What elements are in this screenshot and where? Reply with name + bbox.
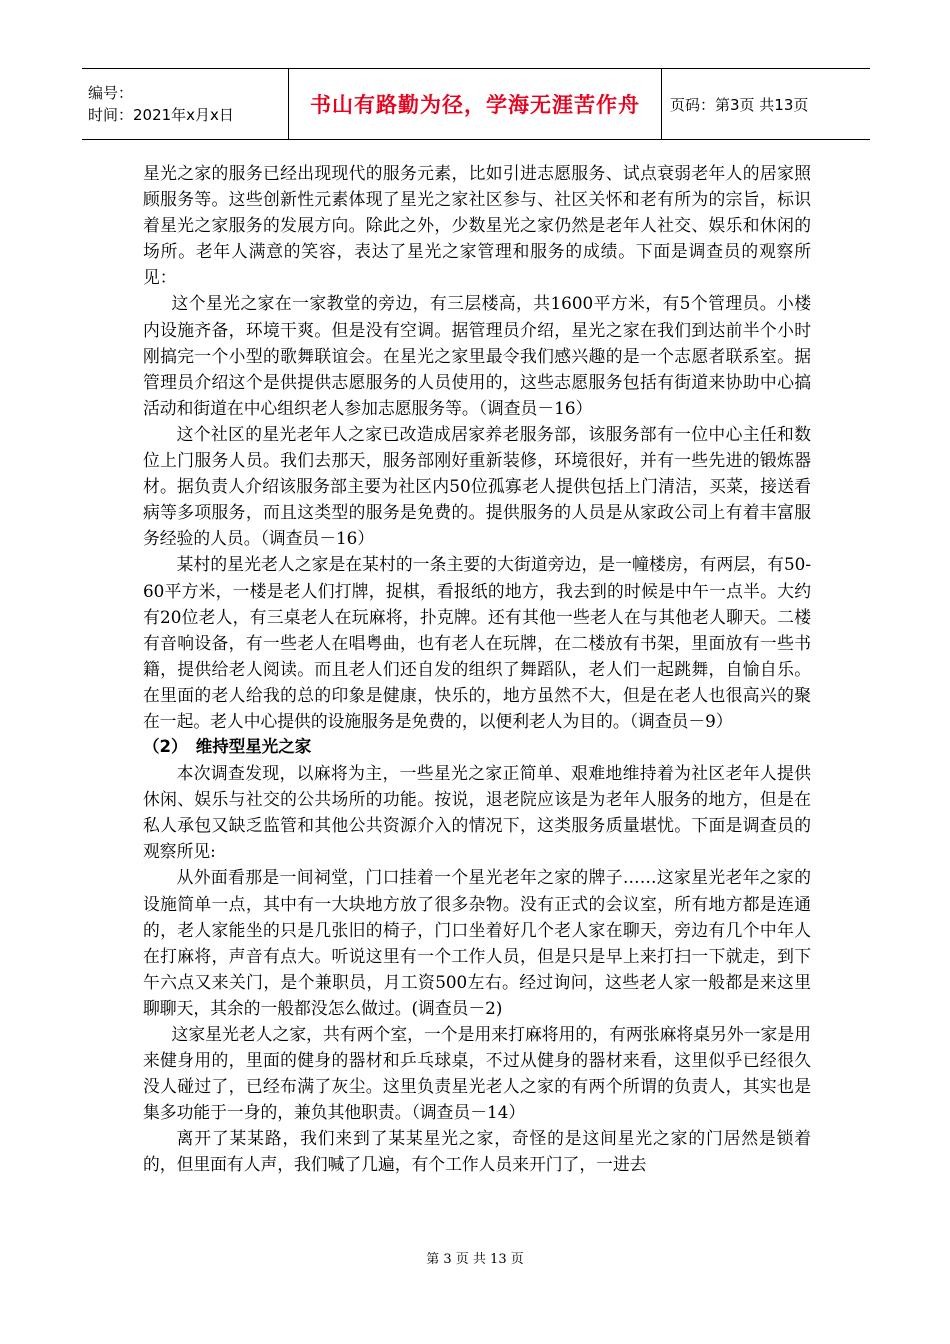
body-paragraph: 星光之家的服务已经出现现代的服务元素，比如引进志愿服务、试点衰弱老年人的居家照顾服务等。这些创新性元素体现了星光之家社区参与、社区关怀和老有所为的宗旨，标识着星光之家服务的发展方向。除此之外，少数星光之家仍然是老年人社交、娱乐和休闲的场所。老年人满意的笑容，表达了星光之家管理和服务的成绩。下面是调查员的观察所见：	[143, 163, 811, 288]
motto-text: 书山有路勤为径，学海无涯苦作舟	[310, 93, 640, 117]
page-footer: 第 3 页 共 13 页	[426, 1252, 524, 1267]
page-number-label: 页码：第3页 共13页	[670, 95, 809, 114]
document-date: 时间：2021年x月x日	[88, 106, 234, 124]
header-info	[82, 69, 288, 139]
document-number-label: 编号：	[88, 84, 134, 102]
observation-paragraph: 某村的星光老人之家是在某村的一条主要的大街道旁边，是一幢楼房，有两层，有50-60平方米，一楼是老人们打牌，捉棋，看报纸的地方，我去到的时候是中午一点半。大约有20位老人，有三桌老人在玩麻将，扑克牌。还有其他一些老人在与其他老人聊天。二楼有音响设备，有一些老人在唱粤曲，也有老人在玩牌，在二楼放有书架，里面放有一些书籍，提供给老人阅读。而且老人们还自发的组织了舞蹈队，老人们一起跳舞，自愉自乐。在里面的老人给我的总的印象是健康，快乐的，地方虽然不大，但是在老人也很高兴的聚在一起。老人中心提供的设施服务是免费的，以便利老人为目的。（调查员－9）	[143, 554, 811, 731]
section-heading: （2） 维持型星光之家	[143, 737, 312, 757]
observation-paragraph: 这个社区的星光老年人之家已改造成居家养老服务部，该服务部有一位中心主任和数位上门服务人员。我们去那天，服务部刚好重新装修，环境很好，并有一些先进的锻炼器材。据负责人介绍该服务部主要为社区内50位孤寡老人提供包括上门清洁，买菜，接送看病等多项服务，而且这类型的服务是免费的。提供服务的人员是从家政公司上有着丰富服务经验的人员。（调查员－16）	[143, 423, 811, 549]
observation-paragraph: 从外面看那是一间祠堂，门口挂着一个星光老年之家的牌子……这家星光老年之家的设施简单一点，其中有一大块地方放了很多杂物。没有正式的会议室，所有地方都是连通的，老人家能坐的只是几张旧的椅子，门口坐着好几个老人家在聊天，旁边有几个中年人在打麻将，声音有点大。听说这里有一个工作人员，但是只是早上来打扫一下就走，到下午六点又来关门，是个兼职员，月工资500左右。经过询问，这些老人家一般都是来这里聊聊天，其余的一般都没怎么做过。(调查员－2)	[143, 867, 811, 1018]
header-page-info	[662, 69, 870, 139]
header-motto	[288, 69, 662, 139]
page-header	[82, 68, 870, 140]
observation-paragraph: 这家星光老人之家，共有两个室，一个是用来打麻将用的，有两张麻将桌另外一家是用来健身用的，里面的健身的器材和乒乓球桌，不过从健身的器材来看，这里似乎已经很久没人碰过了，已经布满了灰尘。这里负责星光老人之家的有两个所谓的负责人，其实也是集多功能于一身的，兼负其他职责。（调查员－14）	[143, 1024, 811, 1123]
document-body	[143, 160, 811, 1178]
body-paragraph: 本次调查发现，以麻将为主，一些星光之家正简单、艰难地维持着为社区老年人提供休闲、娱乐与社交的公共场所的功能。按说，退老院应该是为老年人服务的地方，但是在私人承包又缺乏监管和其他公共资源介入的情况下，这类服务质量堪忧。下面是调查员的观察所见:	[143, 763, 811, 862]
observation-paragraph: 这个星光之家在一家教堂的旁边，有三层楼高，共1600平方米，有5个管理员。小楼内设施齐备，环境干爽。但是没有空调。据管理员介绍，星光之家在我们到达前半个小时刚搞完一个小型的歌舞联谊会。在星光之家里最令我们感兴趣的是一个志愿者联系室。据管理员介绍这个是供提供志愿服务的人员使用的，这些志愿服务包括有街道来协助中心搞活动和街道在中心组织老人参加志愿服务等。（调查员－16）	[143, 293, 811, 418]
observation-paragraph: 离开了某某路，我们来到了某某星光之家，奇怪的是这间星光之家的门居然是锁着的，但里面有人声，我们喊了几遍，有个工作人员来开门了，一进去	[143, 1128, 811, 1175]
